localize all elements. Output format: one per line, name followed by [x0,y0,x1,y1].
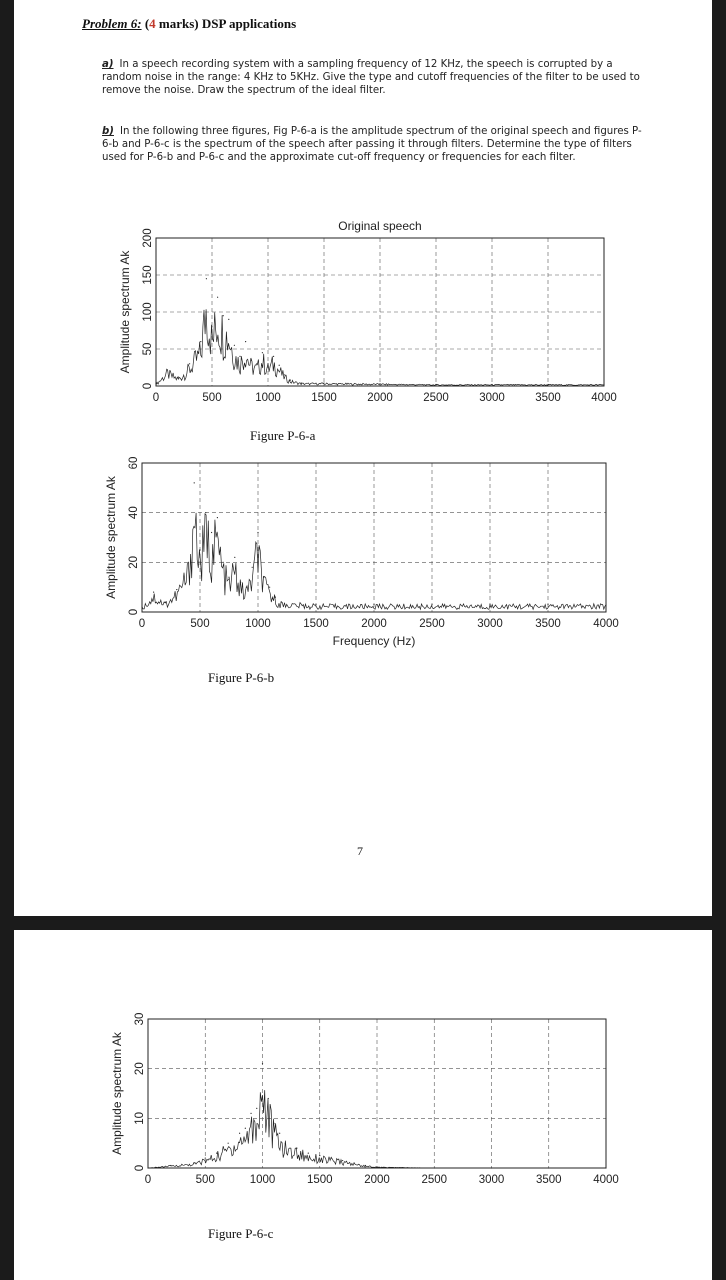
fig-c-x-tick-label: 1500 [306,1174,333,1186]
fig-b-x-tick-label: 3000 [477,618,503,630]
fig-b-y-tick-label: 60 [128,456,140,470]
fig-c-data-point [245,1128,246,1129]
marks-rest: marks) DSP applications [155,16,297,31]
fig-c-x-tick-label: 2000 [364,1174,390,1186]
fig-b-x-tick-label: 1000 [245,618,271,630]
fig-a-x-tick-label: 1000 [255,392,281,404]
fig-c-data-point [193,1162,194,1163]
fig-b-data-point [211,532,212,533]
fig-b-x-axis-label: Frequency (Hz) [332,634,416,648]
fig-a-y-tick-label: 0 [142,382,154,390]
fig-c-data-point [273,1123,274,1124]
fig-c-data-point [250,1113,251,1114]
fig-c-y-tick-label: 0 [134,1164,146,1172]
marks-value: 4 [149,16,156,31]
part-a-tag: a) [102,59,114,70]
fig-c-x-tick-label: 2500 [421,1174,448,1186]
fig-b-data-point [165,601,166,602]
figure-p-6-c-chart [14,930,712,1230]
fig-b-data-point [176,589,177,590]
fig-c-data-point [262,1063,263,1064]
fig-b-data-point [199,549,200,550]
fig-c-data-point [170,1165,171,1166]
fig-b-data-point [188,562,189,563]
fig-c-y-tick-label: 30 [134,1012,146,1026]
fig-c-x-tick-label: 1000 [249,1174,276,1186]
fig-b-y-tick-label: 40 [128,506,140,520]
fig-a-x-tick-label: 4000 [591,392,617,404]
fig-c-x-tick-label: 500 [195,1174,215,1186]
fig-c-data-point [239,1133,240,1134]
fig-c-spectrum-line [148,1090,606,1168]
fig-a-x-tick-label: 1500 [311,392,337,404]
fig-b-data-point [223,562,224,563]
fig-b-x-tick-label: 3500 [535,618,561,630]
fig-b-x-tick-label: 4000 [593,618,619,630]
fig-a-x-tick-label: 2000 [367,392,393,404]
fig-b-data-point [275,597,276,598]
fig-a-x-tick-label: 2500 [423,392,449,404]
fig-c-y-tick-label: 10 [134,1111,146,1125]
fig-c-data-point [228,1143,229,1144]
page-2 [14,930,712,1280]
fig-c-data-point [342,1160,343,1161]
fig-c-y-tick-label: 20 [134,1062,146,1076]
fig-b-data-point [240,582,241,583]
fig-a-x-tick-label: 3000 [479,392,505,404]
fig-c-data-point [216,1153,217,1154]
figure-p-6-b-caption: Figure P-6-b [208,670,275,685]
fig-a-y-tick-label: 100 [142,302,154,322]
fig-b-data-point [431,604,432,605]
fig-c-data-point [354,1162,355,1163]
problem-label: Problem 6: [82,16,142,31]
fig-c-data-point [268,1098,269,1099]
fig-b-y-tick-label: 20 [128,555,140,569]
fig-c-x-tick-label: 3000 [478,1174,505,1186]
fig-c-data-point [296,1148,297,1149]
fig-b-y-axis-label: Amplitude spectrum Ak [104,476,118,599]
fig-b-data-point [257,532,258,533]
fig-b-x-tick-label: 2000 [361,618,387,630]
fig-a-x-tick-label: 500 [202,392,222,404]
figure-p-6-a-caption: Figure P-6-a [250,428,316,443]
fig-b-data-point [194,482,195,483]
fig-a-chart-title: Original speech [338,219,422,233]
fig-b-data-point [489,604,490,605]
fig-a-x-tick-label: 0 [152,392,160,404]
fig-a-y-axis-label: Amplitude spectrum Ak [118,250,132,374]
fig-b-y-tick-label: 0 [128,608,140,616]
fig-b-x-tick-label: 500 [190,618,210,630]
fig-b-data-point [269,587,270,588]
fig-b-data-point [246,587,247,588]
fig-b-data-point [234,557,235,558]
fig-c-data-point [308,1153,309,1154]
fig-c-data-point [279,1133,280,1134]
fig-c-y-axis-label: Amplitude spectrum Ak [110,1032,124,1155]
fig-c-data-point [205,1157,206,1158]
figure-p-6-c-caption: Figure P-6-c [208,1226,274,1241]
fig-a-y-tick-label: 150 [142,265,154,285]
fig-c-data-point [256,1108,257,1109]
fig-b-data-point [315,604,316,605]
fig-c-data-point [319,1155,320,1156]
fig-c-data-point [331,1157,332,1158]
fig-c-data-point [376,1166,377,1167]
fig-c-x-tick-label: 4000 [593,1174,619,1186]
fig-a-y-tick-label: 200 [142,228,154,248]
fig-b-data-point [281,601,282,602]
page-1 [14,0,712,916]
fig-a-x-tick-label: 3500 [535,392,561,404]
part-a-text: In a speech recording system with a sampling frequency of 12 KHz, the speech is corrupted by a random noise in the range: 4 KHz to 5KHz. Give the type and cutoff frequencies of the filter to be used to remove the noise. Draw the spectrum of the ideal filter. [102,59,640,97]
fig-b-x-tick-label: 1500 [303,618,329,630]
fig-b-x-tick-label: 0 [138,618,146,630]
fig-b-data-point [153,592,154,593]
marks-open: ( [144,16,150,31]
fig-b-x-tick-label: 2500 [419,618,445,630]
fig-c-x-tick-label: 3500 [535,1174,562,1186]
part-b-text: In the following three figures, Fig P-6-a is the amplitude spectrum of the original speech and figures P-6-b and P-6-c is the spectrum of the speech after passing it through filters. Determine the type of filters used for P-6-b and P-6-c and the approximate cut-off frequency or frequencies for each filter. [102,126,642,164]
fig-b-data-point [263,577,264,578]
fig-b-data-point [228,577,229,578]
page-number: 7 [357,844,363,858]
fig-c-data-point [365,1165,366,1166]
fig-b-data-point [373,604,374,605]
fig-b-data-point [252,567,253,568]
fig-b-data-point [205,512,206,513]
figure-p-6-b-chart [14,0,712,680]
fig-a-y-tick-label: 50 [142,342,154,356]
fig-b-data-point [547,604,548,605]
fig-b-data-point [217,517,218,518]
fig-c-data-point [285,1143,286,1144]
part-b-tag: b) [102,126,114,137]
fig-c-x-tick-label: 0 [144,1174,152,1186]
